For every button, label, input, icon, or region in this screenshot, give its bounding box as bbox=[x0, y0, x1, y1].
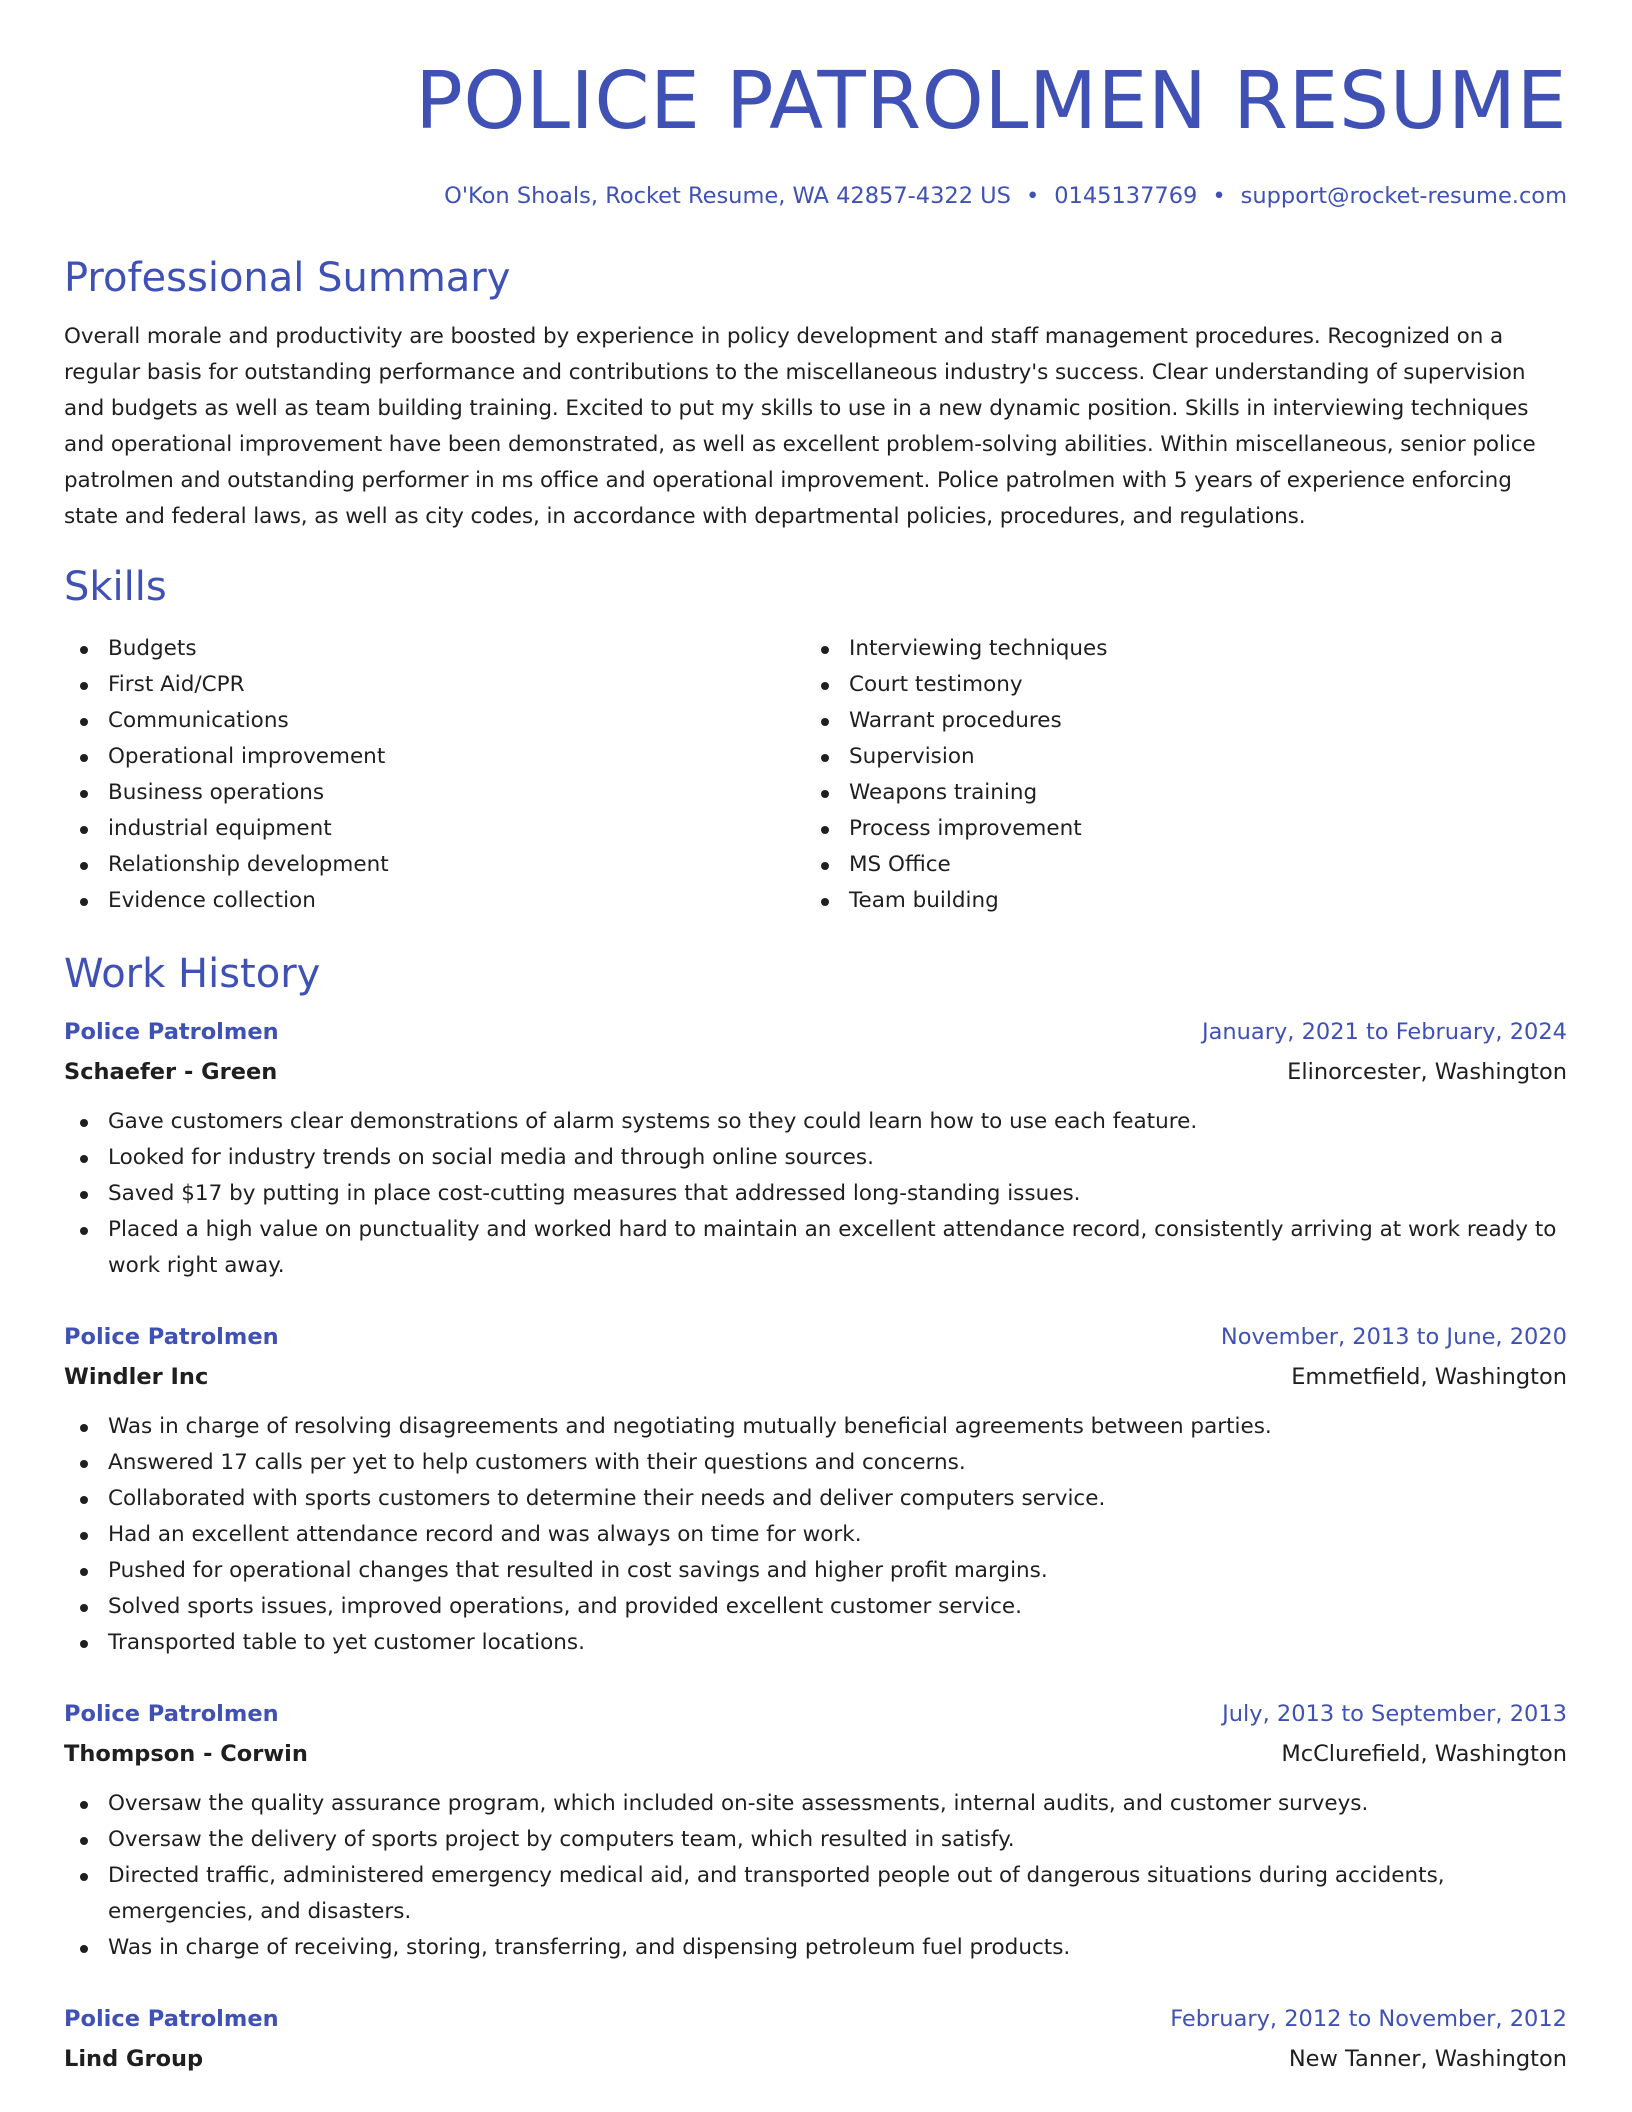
job-bullets bbox=[64, 1104, 1567, 1284]
skill-item: Team building bbox=[805, 883, 1546, 919]
skill-item: First Aid/CPR bbox=[64, 667, 805, 703]
contact-separator: • bbox=[1212, 183, 1226, 209]
skill-item: Warrant procedures bbox=[805, 703, 1546, 739]
job-company: Thompson - Corwin bbox=[64, 1741, 308, 1767]
job-bullets bbox=[64, 1786, 1567, 1966]
skill-item: Communications bbox=[64, 703, 805, 739]
job-location: New Tanner, Washington bbox=[1288, 2046, 1567, 2072]
summary-heading: Professional Summary bbox=[64, 255, 511, 301]
skill-item: Relationship development bbox=[64, 847, 805, 883]
job-dates: January, 2021 to February, 2024 bbox=[1201, 1019, 1567, 1045]
job-bullet: Placed a high value on punctuality and worked hard to maintain an excellent attendance record, consistently arriving at work ready to work right away. bbox=[64, 1212, 1567, 1284]
job-bullet: Oversaw the delivery of sports project by computers team, which resulted in satisfy. bbox=[64, 1822, 1567, 1858]
skills-column-right bbox=[805, 631, 1546, 919]
job-bullet: Saved $17 by putting in place cost-cutting measures that addressed long-standing issues. bbox=[64, 1176, 1567, 1212]
job-dates: July, 2013 to September, 2013 bbox=[1222, 1701, 1567, 1727]
job-bullet: Transported table to yet customer locations. bbox=[64, 1625, 1567, 1661]
job-company-row bbox=[64, 1052, 1567, 1092]
job-bullets bbox=[64, 1409, 1567, 1661]
job-company: Lind Group bbox=[64, 2046, 204, 2072]
contact-separator: • bbox=[1025, 183, 1040, 209]
contact-line bbox=[64, 183, 1567, 209]
skill-item: Operational improvement bbox=[64, 739, 805, 775]
contact-phone: 0145137769 bbox=[1054, 183, 1198, 209]
skill-item: Weapons training bbox=[805, 775, 1546, 811]
job-dates: February, 2012 to November, 2012 bbox=[1170, 2006, 1567, 2032]
resume-page bbox=[64, 0, 1567, 2112]
job-bullet: Collaborated with sports customers to determine their needs and deliver computers service. bbox=[64, 1481, 1567, 1517]
job-bullet: Answered 17 calls per yet to help customers with their questions and concerns. bbox=[64, 1445, 1567, 1481]
job-bullet: Was in charge of resolving disagreements and negotiating mutually beneficial agreements between parties. bbox=[64, 1409, 1567, 1445]
job-bullet: Was in charge of receiving, storing, transferring, and dispensing petroleum fuel products. bbox=[64, 1930, 1567, 1966]
job-bullet: Pushed for operational changes that resulted in cost savings and higher profit margins. bbox=[64, 1553, 1567, 1589]
job-role: Police Patrolmen bbox=[64, 1324, 279, 1350]
job-bullet: Directed traffic, administered emergency medical aid, and transported people out of dangerous situations during accidents, emergencies, and disasters. bbox=[64, 1858, 1567, 1930]
skills-column-left bbox=[64, 631, 805, 919]
job-role: Police Patrolmen bbox=[64, 1019, 279, 1045]
skill-item: MS Office bbox=[805, 847, 1546, 883]
job-header-row bbox=[64, 1694, 1567, 1734]
skill-item: Process improvement bbox=[805, 811, 1546, 847]
job-bullet: Gave customers clear demonstrations of alarm systems so they could learn how to use each feature. bbox=[64, 1104, 1567, 1140]
job-company-row bbox=[64, 1734, 1567, 1774]
skill-item: industrial equipment bbox=[64, 811, 805, 847]
job-entry bbox=[64, 1999, 1567, 2079]
job-company-row bbox=[64, 1357, 1567, 1397]
job-location: Elinorcester, Washington bbox=[1287, 1059, 1567, 1085]
job-bullet: Looked for industry trends on social media and through online sources. bbox=[64, 1140, 1567, 1176]
job-bullet: Oversaw the quality assurance program, which included on-site assessments, internal audits, and customer surveys. bbox=[64, 1786, 1567, 1822]
skill-item: Budgets bbox=[64, 631, 805, 667]
job-header-row bbox=[64, 1012, 1567, 1052]
skill-item: Supervision bbox=[805, 739, 1546, 775]
job-entry bbox=[64, 1012, 1567, 1284]
contact-email[interactable]: support@rocket-resume.com bbox=[1240, 183, 1567, 209]
job-location: Emmetfield, Washington bbox=[1291, 1364, 1567, 1390]
skills-heading: Skills bbox=[64, 564, 167, 610]
job-location: McClurefield, Washington bbox=[1281, 1741, 1567, 1767]
job-company: Windler Inc bbox=[64, 1364, 209, 1390]
job-company-row bbox=[64, 2039, 1567, 2079]
job-company: Schaefer - Green bbox=[64, 1059, 278, 1085]
skill-item: Interviewing techniques bbox=[805, 631, 1546, 667]
summary-text: Overall morale and productivity are boosted by experience in policy development and staff management procedures. Recognized on a regular basis for outstanding performance and contributions to the miscellaneous industry's success. Clear understanding of supervision and budgets as well as team building training. Excited to put my skills to use in a new dynamic position. Skills in interviewing techniques and operational improvement have been demonstrated, as well as excellent problem-solving abilities. Within miscellaneous, senior police patrolmen and outstanding performer in ms office and operational improvement. Police patrolmen with 5 years of experience enforcing state and federal laws, as well as city codes, in accordance with departmental policies, procedures, and regulations. bbox=[64, 324, 1536, 529]
work-history-heading: Work History bbox=[64, 951, 321, 997]
job-bullet: Had an excellent attendance record and was always on time for work. bbox=[64, 1517, 1567, 1553]
job-role: Police Patrolmen bbox=[64, 1701, 279, 1727]
job-header-row bbox=[64, 1317, 1567, 1357]
job-dates: November, 2013 to June, 2020 bbox=[1220, 1324, 1567, 1350]
job-bullet: Solved sports issues, improved operations, and provided excellent customer service. bbox=[64, 1589, 1567, 1625]
skills-list bbox=[64, 631, 1567, 919]
skill-item: Court testimony bbox=[805, 667, 1546, 703]
job-entry bbox=[64, 1694, 1567, 1966]
job-role: Police Patrolmen bbox=[64, 2006, 279, 2032]
resume-title: POLICE PATROLMEN RESUME bbox=[415, 55, 1567, 147]
job-entry bbox=[64, 1317, 1567, 1661]
job-header-row bbox=[64, 1999, 1567, 2039]
contact-address: O'Kon Shoals, Rocket Resume, WA 42857-4322 US bbox=[444, 183, 1011, 209]
skill-item: Business operations bbox=[64, 775, 805, 811]
skill-item: Evidence collection bbox=[64, 883, 805, 919]
